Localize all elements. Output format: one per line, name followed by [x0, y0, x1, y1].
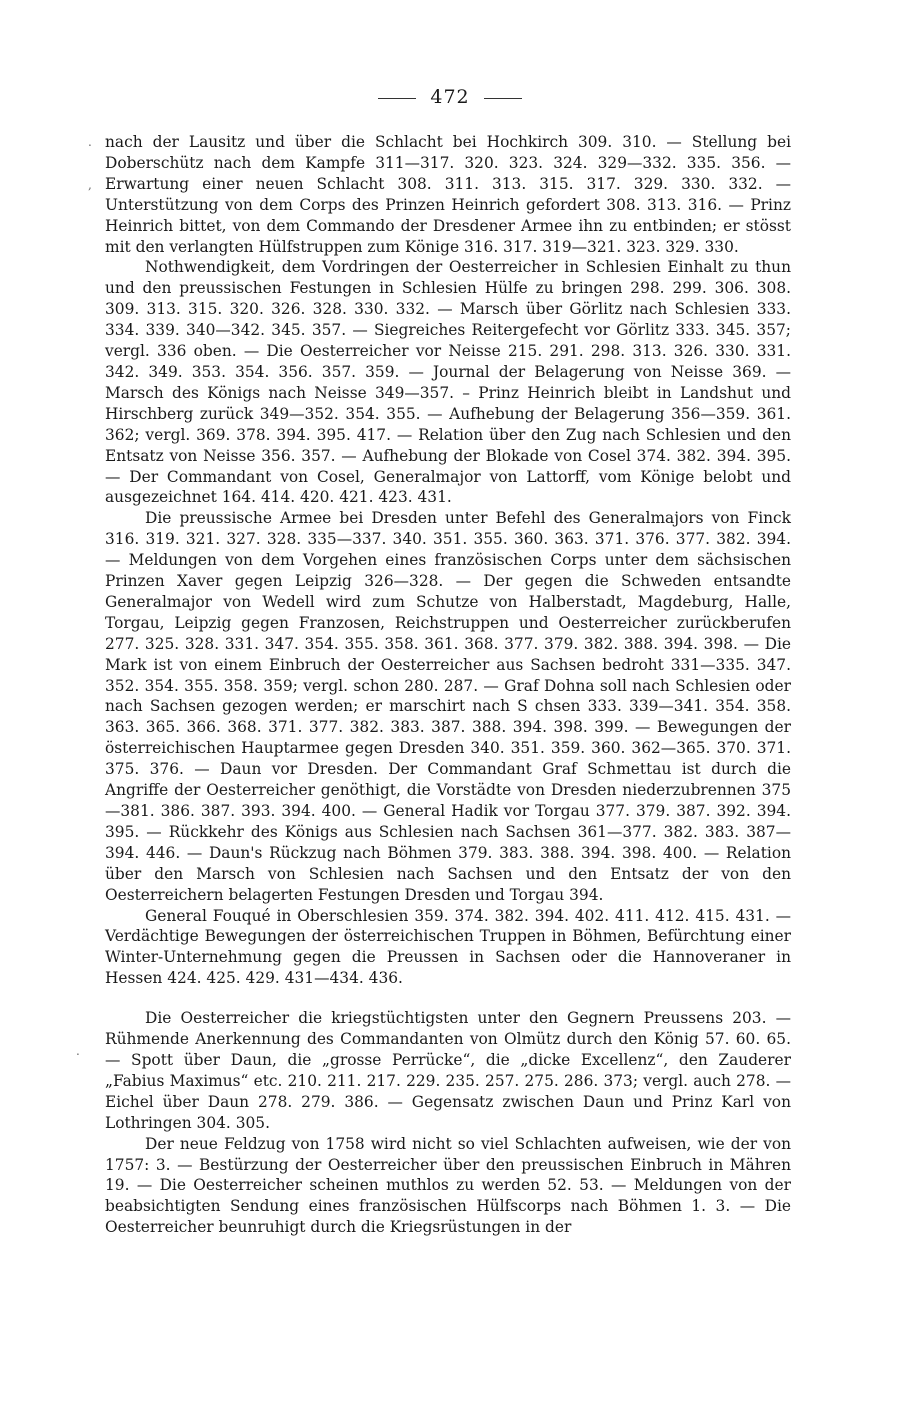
index-text	[105, 132, 791, 1238]
paragraph: nach der Lausitz und über die Schlacht bei Hochkirch 309. 310. — Stellung bei Doberschütz nach dem Kampfe 311—317. 320. 323. 324. 329—332. 335. 356. — Erwartung einer neuen Schlacht 308. 311. 313. 315. 317. 329. 330. 332. — Unterstützung von dem Corps des Prinzen Heinrich gefordert 308. 313. 316. — Prinz Heinrich bittet, von dem Commando der Dresdener Armee ihn zu entbinden; er stösst mit den verlangten Hülfstruppen zum Könige 316. 317. 319—321. 323. 329. 330.	[105, 133, 791, 256]
page-header	[0, 86, 900, 108]
header-rule-left	[378, 98, 416, 99]
margin-dot: .	[76, 1044, 80, 1058]
page-number: 472	[430, 86, 470, 108]
paragraph: Nothwendigkeit, dem Vordringen der Oesterreicher in Schlesien Einhalt zu thun und den preussischen Festungen in Schlesien Hülfe zu bringen 298. 299. 306. 308. 309. 313. 315. 320. 326. 328. 330. 332. — Marsch über Görlitz nach Schlesien 333. 334. 339. 340—342. 345. 357. — Siegreiches Reitergefecht vor Görlitz 333. 345. 357; vergl. 336 oben. — Die Oesterreicher vor Neisse 215. 291. 298. 313. 326. 330. 331. 342. 349. 353. 354. 356. 357. 359. — Journal der Belagerung von Neisse 369. — Marsch des Königs nach Neisse 349—357. – Prinz Heinrich bleibt in Landshut und Hirschberg zurück 349—352. 354. 355. — Aufhebung der Belagerung 356—359. 361. 362; vergl. 369. 378. 394. 395. 417. — Relation über den Zug nach Schlesien und den Entsatz von Neisse 356. 357. — Aufhebung der Blokade von Cosel 374. 382. 394. 395. — Der Commandant von Cosel, Generalmajor von Lattorff, vom Könige belobt und ausgezeichnet 164. 414. 420. 421. 423. 431.	[105, 258, 791, 507]
paragraph: Die preussische Armee bei Dresden unter Befehl des Generalmajors von Finck 316. 319. 321. 327. 328. 335—337. 340. 351. 355. 360. 363. 371. 376. 377. 382. 394. — Meldungen von dem Vorgehen eines französischen Corps unter dem sächsischen Prinzen Xaver gegen Leipzig 326—328. — Der gegen die Schweden entsandte Generalmajor von Wedell wird zum Schutze von Halberstadt, Magdeburg, Halle, Torgau, Leipzig gegen Franzosen, Reichstruppen und Oesterreicher zurückberufen 277. 325. 328. 331. 347. 354. 355. 358. 361. 368. 377. 379. 382. 388. 394. 398. — Die Mark ist von einem Einbruch der Oesterreicher aus Sachsen bedroht 331—335. 347. 352. 354. 355. 358. 359; vergl. schon 280. 287. — Graf Dohna soll nach Schlesien oder nach Sachsen gezogen werden; er marschirt nach S chsen 333. 339—341. 354. 358. 363. 365. 366. 368. 371. 377. 382. 383. 387. 388. 394. 398. 399. — Bewegungen der österreichischen Hauptarmee gegen Dresden 340. 351. 359. 360. 362—365. 370. 371. 375. 376. — Daun vor Dresden. Der Commandant Graf Schmettau ist durch die Angriffe der Oesterreicher genöthigt, die Vorstädte von Dresden niederzubrennen 375—381. 386. 387. 393. 394. 400. — General Hadik vor Torgau 377. 379. 387. 392. 394. 395. — Rückkehr des Königs aus Schlesien nach Sachsen 361—377. 382. 383. 387—394. 446. — Daun's Rückzug nach Böhmen 379. 383. 388. 394. 398. 400. — Relation über den Marsch von Schlesien nach Sachsen und den Entsatz der von den Oesterreichern belagerten Festungen Dresden und Torgau 394.	[105, 509, 791, 904]
margin-dot: .	[88, 135, 92, 149]
paragraph: Der neue Feldzug von 1758 wird nicht so viel Schlachten aufweisen, wie der von 1757: 3. — Bestürzung der Oesterreicher über den preussischen Einbruch in Mähren 19. — Die Oesterreicher scheinen muthlos zu werden 52. 53. — Meldungen von der beabsichtigten Sendung eines französischen Hülfscorps nach Böhmen 1. 3. — Die Oesterreicher beunruhigt durch die Kriegsrüstungen in der	[105, 1134, 791, 1237]
paragraph: General Fouqué in Oberschlesien 359. 374. 382. 394. 402. 411. 412. 415. 431. — Verdächtige Bewegungen der österreichischen Truppen in Böhmen, Befürchtung einer Winter-Unternehmung gegen die Preussen in Sachsen oder die Hannoveraner in Hessen 424. 425. 429. 431—434. 436.	[105, 906, 791, 988]
paragraph: Die Oesterreicher die kriegstüchtigsten unter den Gegnern Preussens 203. — Rühmende Anerkennung des Commandanten von Olmütz durch den König 57. 60. 65. — Spott über Daun, die „grosse Perrücke“, die „dicke Excellenz“, den Zauderer „Fabius Maximus“ etc. 210. 211. 217. 229. 235. 257. 275. 286. 373; vergl. auch 278. — Eichel über Daun 278. 279. 386. — Gegensatz zwischen Daun und Prinz Karl von Lothringen 304. 305.	[105, 1009, 791, 1132]
header-rule-right	[484, 98, 522, 99]
margin-dot: ,	[88, 178, 92, 192]
